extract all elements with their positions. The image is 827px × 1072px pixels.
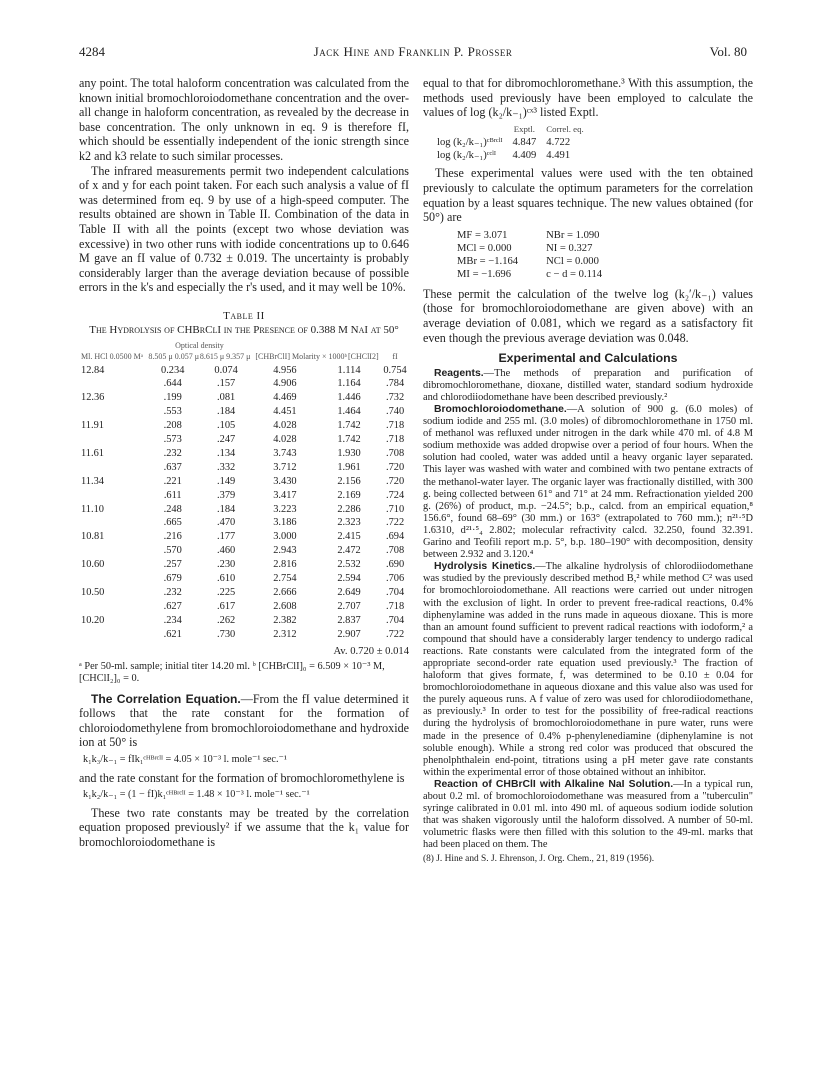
table-row (79, 489, 409, 503)
table-caption: Table II (223, 309, 265, 322)
table-cell-chbr: 3.712 (273, 461, 297, 473)
table-row (437, 136, 594, 149)
table-ii (79, 341, 409, 642)
table-cell-chbr: 4.028 (273, 434, 297, 446)
table-cell-chbr: 2.312 (273, 628, 297, 640)
table-cell-fi: .708 (385, 545, 405, 557)
parameter-cell: NBr = 1.090 (546, 229, 600, 241)
table-cell-hcl: 11.34 (81, 475, 104, 487)
paragraph: These experimental values were used with the ten obtained previously to calculate the optimum parameters for the correlation equation by a least squares technique. The new values obtained (for 50°) are (423, 166, 753, 225)
paragraph-reagents (423, 368, 753, 404)
table-cell-od2: .149 (217, 475, 236, 487)
col-header-chbr: [CHBrClI] Molarity × 1000ᵇ (255, 351, 347, 361)
table-cell-chcl: 2.415 (337, 531, 361, 543)
run-in-heading: Reagents. (434, 367, 484, 379)
table-cell-od2: 0.074 (214, 364, 238, 376)
table-cell-fi: .722 (385, 628, 405, 640)
table-cell-corr: 4.722 (546, 137, 571, 149)
table-cell-od1: .573 (163, 434, 182, 446)
table-cell-fi: .784 (385, 378, 405, 390)
table-cell-od1: .644 (163, 378, 182, 390)
table-cell-chbr: 4.469 (273, 392, 297, 404)
table-parameters (457, 229, 630, 281)
table-row (79, 377, 409, 391)
section-heading: Experimental and Calculations (498, 351, 678, 366)
table-cell-chbr: 2.754 (273, 573, 297, 585)
table-cell-chbr: 3.186 (273, 517, 297, 529)
paragraph-text: —The methods of preparation and purification of dibromochloromethane, dioxane, distilled water, standard sodium hydroxide and chlorodiiodomethane have been described previously.² (423, 367, 753, 403)
paragraph-nai (423, 779, 753, 852)
table-cell-chbr: 2.382 (273, 614, 297, 626)
table-cell-od2: .610 (217, 573, 236, 585)
table-cell-chcl: 1.961 (337, 461, 361, 473)
table-cell-od1: .208 (163, 420, 182, 432)
page-number: 4284 (79, 44, 105, 59)
table-cell-chcl: 1.464 (337, 406, 361, 418)
table-cell-chbr: 3.223 (273, 503, 297, 515)
paragraph-text: —From the fI value determined it follows that the rate constant for the formation of chloroiodomethylene from bromochloroiodomethane and hydroxide ion at 50° is (79, 691, 409, 750)
table-cell-od2: .177 (217, 531, 236, 543)
paragraph: These permit the calculation of the twelve log (k₂′/k₋₁) values (those for bromochloroiodomethane are given above) with an average deviation of 0.081, which we regard as a satisfactory fit even though the previous average deviation was 0.048. (423, 286, 753, 345)
table-row (79, 544, 409, 558)
table-row (79, 614, 409, 628)
table-log-values (437, 122, 594, 163)
table-cell-od2: .184 (217, 406, 236, 418)
table-cell-chbr: 4.956 (273, 364, 297, 376)
table-cell-hcl: 10.50 (81, 587, 105, 598)
table-cell-chbr: 2.943 (273, 545, 297, 557)
table-cell-od1: .637 (163, 461, 182, 473)
left-column (79, 76, 409, 850)
table-cell-od1: .199 (163, 392, 182, 404)
table-cell-hcl (79, 405, 146, 419)
table-cell-chbr: 3.417 (273, 489, 297, 501)
table-cell-fi: .694 (385, 531, 405, 543)
run-in-heading: Hydrolysis Kinetics. (434, 561, 536, 573)
table-cell-od1: .665 (163, 517, 182, 529)
table-cell-hcl (79, 433, 146, 447)
table-cell-chbr: 4.906 (273, 378, 297, 390)
table-cell-fi: .732 (385, 392, 405, 404)
table-cell-hcl: 12.36 (81, 392, 105, 404)
table-row (79, 391, 409, 405)
table-cell-od1: .627 (163, 600, 182, 612)
table-cell-chcl: 1.164 (337, 378, 361, 390)
table-cell-od2: .134 (217, 447, 236, 459)
table-cell-exptl: 4.847 (512, 137, 537, 149)
table-row (79, 433, 409, 447)
table-cell-hcl: 11.61 (81, 447, 104, 459)
table-cell-chcl: 2.532 (337, 559, 361, 571)
col-header-hcl: Ml. HCl 0.0500 Mᵃ (81, 351, 143, 361)
table-cell-chcl: 2.472 (337, 545, 361, 557)
table-cell-od1: .611 (163, 489, 182, 501)
parameter-cell: NCl = 0.000 (546, 255, 599, 267)
table-cell-od2: .225 (217, 587, 236, 598)
equation-1: k₁k₃/k₋₁ = fIk₁ᶜᴴᴮʳᶜˡᴵ = 4.05 × 10⁻³ l. mole⁻¹ sec.⁻¹ (83, 754, 287, 765)
table-cell-fi: .720 (385, 475, 405, 487)
table-cell-od1: .553 (163, 406, 182, 418)
table-row (79, 461, 409, 475)
col-header-conc (253, 341, 381, 364)
table-cell-od2: .105 (217, 420, 236, 432)
table-row (79, 558, 409, 572)
parameter-cell: c − d = 0.114 (546, 268, 603, 280)
table-footnote: ᵃ Per 50-ml. sample; initial titer 14.20 ml. ᵇ [CHBrClI]₀ = 6.509 × 10⁻³ M, [CHClI₂]₀ = 0. (79, 661, 385, 685)
table-row (457, 268, 630, 281)
table-cell-od2: .332 (217, 461, 236, 473)
table-row (79, 503, 409, 517)
col-header-optical (146, 341, 253, 364)
paragraph: any point. The total haloform concentration was calculated from the known initial bromochloroiodomethane concentration and the over-all change in haloform concentration, as revealed by the decrease in base concentration. The only unknown in eq. 9 is therefore fI, which should be essentially independent of the ionic strength since k2 and k3 relate to such similar processes. (79, 76, 409, 163)
table-cell-od1: .248 (163, 503, 182, 515)
paragraph: and the rate constant for the formation of bromochloromethylene is (79, 770, 405, 785)
table-cell-od2: .157 (217, 378, 236, 390)
table-cell-od1: .216 (163, 531, 182, 543)
table-cell-fi: 0.754 (383, 364, 407, 376)
table-cell-chcl: 2.169 (337, 489, 361, 501)
parameter-cell: MBr = −1.164 (457, 255, 519, 267)
table-cell-chbr: 4.028 (273, 420, 297, 432)
table-cell-label: log (k₂/k₋₁)ᶜᶜˡᴵ (437, 150, 497, 162)
table-row (79, 586, 409, 600)
table-cell-fi: .724 (385, 489, 405, 501)
table-cell-fi: .718 (385, 420, 405, 432)
table-cell-chcl: 1.114 (337, 364, 361, 376)
table-cell-od1: .232 (163, 587, 182, 598)
table-cell-od1: .570 (163, 545, 182, 557)
table-cell-hcl (79, 572, 146, 586)
table-cell-hcl (79, 489, 146, 503)
table-cell-chcl: 2.156 (337, 475, 361, 487)
table-row (79, 516, 409, 530)
table-cell-od2: .230 (217, 559, 236, 571)
table-row (79, 419, 409, 433)
table-cell-od2: .081 (217, 392, 236, 404)
col-header-w1: 8.505 μ 0.057 μ (148, 351, 199, 361)
table-cell-chbr: 3.000 (273, 531, 297, 543)
table-cell-exptl: 4.409 (512, 150, 537, 162)
paragraph-bromo (423, 404, 753, 561)
optical-density-label: Optical density (175, 340, 224, 350)
table-cell-corr: 4.491 (546, 150, 571, 162)
table-average: Av. 0.720 ± 0.014 (333, 645, 409, 657)
table-cell-fi: .704 (385, 614, 405, 626)
paragraph: The infrared measurements permit two independent calculations of x and y for each point taken. For each such analysis a value of fI was determined from eq. 9 by use of a high-speed computer. The results obtained are shown in Table II. Combination of the data in Table II with all the points (except two whose deviation was excessive) in two other runs with iodide concentrations up to 0.646 M gave an fI value of 0.732 ± 0.019. The uncertainty is probably considerably larger than the average deviation because of possible errors in the k's and especially the r's used, and it may well be 10%. (79, 163, 409, 295)
table-cell-fi: .710 (385, 503, 405, 515)
right-column (423, 76, 753, 866)
experimental-text (423, 368, 753, 866)
table-row (457, 242, 630, 255)
table-row (79, 572, 409, 586)
table-cell-chcl: 1.446 (337, 392, 361, 404)
table-title: The Hydrolysis of CHBrClI in the Presence of 0.388 M NaI at 50° (89, 323, 399, 336)
paragraph-text: —The alkaline hydrolysis of chlorodiiodomethane was studied by the previously described method B,² while method C² was used for bromochloroiodomethane. All reactions were carried out under nitrogen with the exclusion of light. In order to prevent free-radical reactions, 0.4% diphenylamine was added in the runs made in aqueous dioxane. This is more than an amount found sufficient to prevent radical reactions with iodoform,² a compound that should have a considerably larger tendency to undergo radical reactions. Rate constants were calculated from the integrated form of the appropriate second-order rate equation used previously.³ The fraction of haloform that gives formate, f, was determined to be 0.10 ± 0.04 for bromochloroiodomethane in aqueous dioxane and this value also was used for the purely aqueous runs. A f value of zero was used for chlorodiiodomethane, as previously.³ In order to test for the possibility of free-radical reactions during the hydrolysis of bromochloroiodomethane in pure water, runs were made in the presence of 0.4% p-phenylenediamine (diphenylamine is not soluble enough). While a strong red color was produced that obscured the phenolphthalein end-point, titrations using a pH meter gave rate constants within the experimental error of those obtained without an inhibitor. (423, 561, 753, 778)
section-heading-correlation: The Correlation Equation. (91, 691, 241, 706)
table-cell-od1: .221 (163, 475, 182, 487)
table-cell-hcl: 10.20 (81, 614, 105, 626)
table-cell-fi: .722 (385, 517, 405, 529)
table-row (79, 364, 409, 378)
table-row (79, 600, 409, 614)
table-cell-chcl: 2.907 (337, 628, 361, 640)
table-cell-fi: .718 (385, 434, 405, 446)
run-in-heading: Reaction of CHBrClI with Alkaline NaI Solution. (434, 778, 674, 790)
table-cell-od2: .730 (217, 628, 236, 640)
table-row (437, 149, 594, 162)
table-cell-chcl: 1.930 (337, 447, 361, 459)
table-cell-fi: .708 (385, 447, 405, 459)
table-cell-hcl: 10.81 (81, 531, 105, 543)
table-cell-fi: .706 (385, 573, 405, 585)
table-cell-chbr: 2.608 (273, 600, 297, 612)
paragraph-text: —In a typical run, about 0.2 ml. of bromochloroiodomethane was measured from a "tuberculin" syringe calibrated in 0.01 ml. into 490 ml. of aqueous sodium iodide solution that was shaken vigorously until the haloform dissolved. A number of 50-ml. volumetric flasks were then filled with this solution to the 49-ml. marks that had been placed on them. The (423, 778, 753, 851)
table-cell-label: log (k₂/k₋₁)ᶜᴮʳᶜˡᴵ (437, 137, 503, 149)
col-header-exptl: Exptl. (513, 123, 535, 134)
table-cell-od1: .234 (163, 614, 182, 626)
table-cell-chcl: 2.649 (337, 587, 361, 598)
page-header (79, 44, 747, 62)
table-cell-od1: .232 (163, 447, 182, 459)
volume-label: Vol. 80 (709, 44, 747, 59)
table-cell-fi: .718 (385, 600, 405, 612)
table-cell-od2: .184 (217, 503, 236, 515)
parameter-cell: MF = 3.071 (457, 229, 508, 241)
col-header-fi: fI (392, 351, 398, 361)
table-row (457, 229, 630, 242)
table-cell-chcl: 2.323 (337, 517, 361, 529)
parameter-cell: MI = −1.696 (457, 268, 512, 280)
table-cell-chcl: 1.742 (337, 420, 361, 432)
paragraph: These two rate constants may be treated by the correlation equation proposed previously² if we assume that the k₁ value for bromochloroiodomethane is (79, 805, 409, 849)
equation-2: k₁k₂/k₋₁ = (1 − fI)k₁ᶜᴴᴮʳᶜˡᴵ = 1.48 × 10⁻³ l. mole⁻¹ sec.⁻¹ (83, 789, 310, 801)
table-cell-od1: .257 (163, 559, 182, 571)
table-cell-hcl: 12.84 (81, 364, 105, 376)
table-cell-chcl: 2.286 (337, 503, 361, 515)
table-row (79, 628, 409, 642)
col-header-chcl: [CHClI2] (347, 351, 379, 361)
table-cell-hcl (79, 516, 146, 530)
table-cell-od2: .617 (217, 600, 236, 612)
col-header-w2: 8.615 μ 9.357 μ (199, 351, 251, 361)
table-cell-chbr: 2.816 (273, 559, 297, 571)
table-row (79, 405, 409, 419)
table-row (79, 530, 409, 544)
paragraph: equal to that for dibromochloromethane.³ With this assumption, the methods used previously have been employed to calculate the values of log (k₂/k₋₁)ᶜˣ³ listed Exptl. (423, 76, 753, 120)
table-cell-hcl: 10.60 (81, 559, 105, 571)
table-cell-hcl: 11.10 (81, 503, 104, 515)
table-cell-hcl (79, 600, 146, 614)
parameter-cell: NI = 0.327 (546, 242, 593, 254)
table-cell-fi: .690 (385, 559, 405, 571)
table-row (79, 475, 409, 489)
table-cell-fi: .720 (385, 461, 405, 473)
table-cell-hcl (79, 628, 146, 642)
table-row (457, 255, 630, 268)
table-cell-hcl (79, 377, 146, 391)
table-row (79, 447, 409, 461)
table-cell-od1: .621 (163, 628, 182, 640)
table-cell-chbr: 4.451 (273, 406, 297, 418)
col-header-correl: Correl. eq. (546, 123, 584, 134)
table-cell-chcl: 2.837 (337, 614, 361, 626)
running-authors: Jack Hine and Franklin P. Prosser (313, 44, 513, 59)
table-cell-chbr: 3.430 (273, 475, 297, 487)
reference-8: (8) J. Hine and S. J. Ehrenson, J. Org. Chem., 21, 819 (1956). (423, 854, 655, 865)
table-cell-od2: .247 (217, 434, 236, 446)
run-in-heading: Bromochloroiodomethane. (434, 404, 567, 415)
table-cell-od1: 0.234 (161, 364, 185, 376)
paragraph-text: —A solution of 900 g. (6.0 moles) of sodium iodide and 255 ml. (3.0 moles) of dibromochloromethane in 1750 ml. of methanol was refluxed under nitrogen in the dark while 470 ml. of 4.8 M sodium methoxide was added dropwise over a period of four hours. When the solution had cooled, water was added until a heavy organic layer separated. This layer was washed with water and combined with two pentane extracts of the methanol-water layer. The organic layer was fractionally distilled, with 300 g. being collected between 61° and 71° at 24 mm. Refractionation yielded 200 g. (26%) of product, m.p. −24.5°; b.p., calcd. from an empirical equation,⁸ 156.6°, found 68–69° (30 mm.) or 163° (extrapolated to 760 mm.); n²¹·⁵D 1.6310, d²¹·⁵₄ 2.802; molecular refractivity calcd. 32.250, found 32.391. Garino and Teofili report m.p. 5°, b.p. 180–190° with decomposition, density between 2.932 and 3.120.⁴ (423, 404, 753, 561)
table-cell-od2: .470 (217, 517, 236, 529)
table-cell-chcl: 1.742 (337, 434, 361, 446)
table-cell-od1: .679 (163, 573, 182, 585)
parameter-cell: MCl = 0.000 (457, 242, 512, 254)
table-cell-hcl (79, 461, 146, 475)
table-cell-od2: .460 (217, 545, 236, 557)
table-cell-fi: .704 (385, 587, 405, 598)
paragraph-correlation (79, 692, 409, 750)
paragraph-kinetics (423, 561, 753, 779)
table-cell-hcl (79, 544, 146, 558)
table-cell-chcl: 2.594 (337, 573, 361, 585)
table-cell-chcl: 2.707 (337, 600, 361, 612)
table-cell-od2: .379 (217, 489, 236, 501)
table-cell-fi: .740 (385, 406, 405, 418)
table-cell-od2: .262 (217, 614, 236, 626)
table-cell-chbr: 2.666 (273, 587, 297, 598)
table-cell-chbr: 3.743 (273, 447, 297, 459)
table-body (79, 364, 409, 642)
table-cell-hcl: 11.91 (81, 420, 104, 432)
